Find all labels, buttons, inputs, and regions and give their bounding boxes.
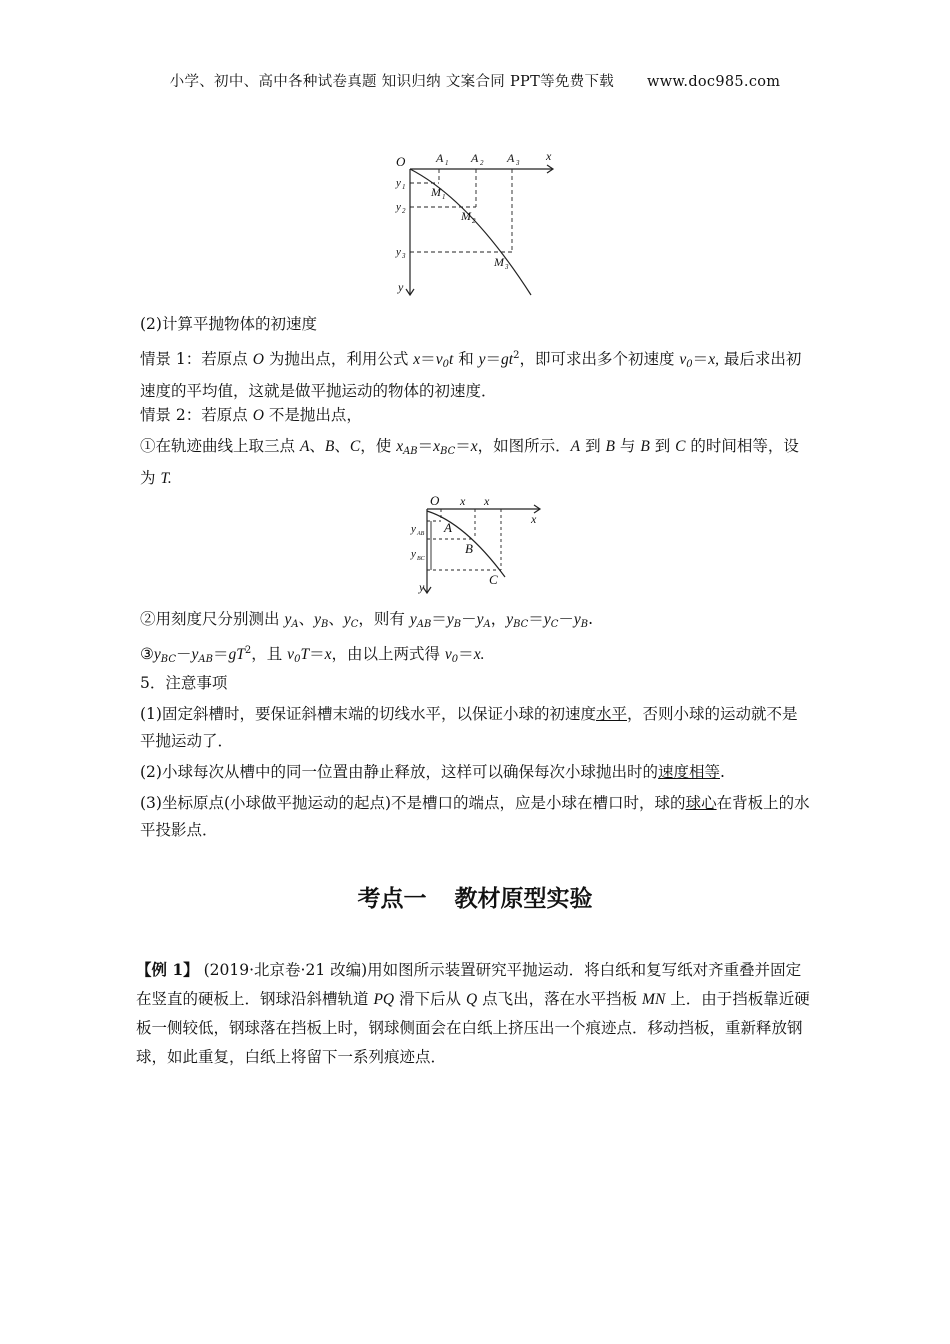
s1-h3: ＝ <box>692 350 709 369</box>
s1-g1: y <box>478 351 486 369</box>
fig1-a3-label: A <box>507 151 515 165</box>
fig1-a1-sub: 1 <box>445 159 449 167</box>
c1-a: ①在轨迹曲线上取三点 <box>140 437 300 455</box>
figure-trajectory-1 <box>390 145 570 300</box>
c2-s1: 、 <box>298 610 315 628</box>
c2-b: ，则有 <box>358 610 410 628</box>
s1-origin: O <box>252 351 264 369</box>
c2-c: ， <box>490 610 507 628</box>
s2-text-a: 情景 2：若原点 <box>140 406 253 424</box>
c1-s2: 、 <box>334 437 350 455</box>
fig1-y1-label: y <box>396 177 401 189</box>
c3-0: 0 <box>294 654 301 666</box>
fig1-a2-label: A <box>471 151 479 165</box>
header-site: www.doc985.com <box>647 74 781 90</box>
fig1-m2-label: M <box>461 209 471 223</box>
s1-g3: gt <box>501 351 514 369</box>
c3-m: － <box>175 645 192 664</box>
fig2-ybc-label: y <box>411 548 416 560</box>
paragraph-scenario-1 <box>140 342 812 405</box>
fig2-x1-label: x <box>460 494 466 508</box>
ex-b: 滑下后从 <box>394 990 466 1008</box>
c3-AB: AB <box>198 654 213 666</box>
c1-s1: 、 <box>309 437 325 455</box>
section-title-b: 教材原型实验 <box>454 886 593 912</box>
fig1-a2-sub: 2 <box>480 159 484 167</box>
c2-eq1: ＝ <box>431 610 447 628</box>
calc-title-text: (2)计算平抛物体的初速度 <box>140 315 317 333</box>
c2-B3: B <box>580 619 589 630</box>
page-header <box>0 70 950 91</box>
c1-x3: x <box>470 438 478 455</box>
n2-a: (2)小球每次从槽中的同一位置由静止释放，这样可以确保每次小球抛出时的 <box>140 763 658 781</box>
c2-m1: － <box>461 610 477 628</box>
fig2-y-axis-label: y <box>419 580 425 594</box>
s2-origin: O <box>252 407 264 424</box>
c2-d: . <box>588 610 594 628</box>
paragraph-notes-title <box>140 670 812 697</box>
c2-C2: C <box>550 619 559 630</box>
c1-g: 的时间相等，设为 <box>140 437 799 487</box>
s1-f2: ＝ <box>420 350 436 369</box>
c3-02: 0 <box>451 654 459 666</box>
n1-underlined: 水平 <box>595 705 627 723</box>
c1-B3: B <box>640 438 650 455</box>
fig2-x-axis-label: x <box>531 512 537 526</box>
c2-s2: 、 <box>328 610 344 628</box>
ex-a: (2019·北京卷·21 改编)用如图所示装置研究平抛运动．将白纸和复写纸对齐重叠并固定在竖直的硬板上．钢球沿斜槽轨道 <box>136 961 802 1008</box>
ex-Q: Q <box>465 991 478 1008</box>
c1-B: B <box>324 438 335 455</box>
n2-b: . <box>719 763 725 781</box>
paragraph-step-1 <box>140 433 812 492</box>
example-label: 【例 1】 <box>136 960 199 979</box>
fig1-x-axis-label: x <box>546 149 552 163</box>
fig2-origin-label: O <box>430 493 440 508</box>
c2-B2: B <box>453 619 462 630</box>
fig2-b-label: B <box>465 541 473 556</box>
c1-C2: C <box>675 438 686 455</box>
paragraph-example-1 <box>136 955 812 1072</box>
c2-A: A <box>291 619 299 630</box>
fig1-m3-label: M <box>494 255 504 269</box>
c2-y9: y <box>573 611 581 628</box>
fig1-y2-label: y <box>396 201 401 213</box>
c1-eq2: ＝ <box>455 437 471 455</box>
fig1-y3-sub: 3 <box>402 252 406 260</box>
s1-h2: 0 <box>686 359 693 371</box>
c3-c: ，由以上两式得 <box>331 645 445 664</box>
n2-underlined: 速度相等 <box>657 763 720 781</box>
paragraph-note-2 <box>140 759 812 786</box>
ex-c: 点飞出，落在水平挡板 <box>477 990 643 1008</box>
c1-C: C <box>349 438 361 455</box>
c3-y1: y <box>153 646 161 664</box>
s1-text-d: ，即可求出多个初速度 <box>519 350 680 369</box>
c3-v: v <box>287 646 295 664</box>
fig2-yab-label: y <box>411 523 416 535</box>
c1-eq1: ＝ <box>417 437 434 455</box>
c1-e: 与 <box>614 437 641 455</box>
c3-T: T <box>300 646 310 664</box>
c1-x2: x <box>433 438 441 455</box>
fig2-ybc-sub: BC <box>417 556 425 562</box>
c1-b: ，使 <box>360 437 397 455</box>
s1-g4: 2 <box>513 350 520 361</box>
paragraph-note-1 <box>140 701 812 755</box>
section-title-a: 考点一 <box>357 886 427 912</box>
fig1-y2-sub: 2 <box>402 207 406 215</box>
c2-A2: A <box>483 619 491 630</box>
s2-text-b: 不是抛出点， <box>263 406 362 424</box>
c1-T: T. <box>160 470 172 487</box>
c2-y7: y <box>506 611 514 628</box>
c2-BC: BC <box>513 619 529 630</box>
fig1-y1-sub: 1 <box>402 183 406 191</box>
fig1-a3-sub: 3 <box>516 159 520 167</box>
fig2-a-label: A <box>444 520 452 535</box>
fig1-origin-label: O <box>396 154 406 169</box>
c1-ab: AB <box>403 446 418 457</box>
c1-c: ，如图所示． <box>477 437 571 455</box>
fig1-a1-label: A <box>436 151 444 165</box>
c3-a: ③ <box>140 645 154 664</box>
c3-2: 2 <box>244 645 252 656</box>
c3-BC: BC <box>160 654 176 666</box>
ex-PQ: PQ <box>373 991 395 1008</box>
c3-g: gT <box>228 646 245 664</box>
paragraph-note-3 <box>140 790 812 844</box>
fig1-y-axis-label: y <box>398 280 404 294</box>
s1-f1: x <box>413 351 421 369</box>
paragraph-calc-title <box>140 311 812 338</box>
c1-A: A <box>299 438 310 455</box>
c1-f: 到 <box>649 437 676 455</box>
c3-x: x <box>324 646 332 664</box>
header-text: 小学、初中、高中各种试卷真题 知识归纳 文案合同 PPT等免费下载 <box>169 74 615 90</box>
fig2-c-label: C <box>489 572 498 587</box>
c2-y2: y <box>314 611 321 628</box>
c3-b: ，且 <box>251 645 288 664</box>
s1-text-b: 为抛出点，利用公式 <box>263 350 414 369</box>
c3-x2: x. <box>473 646 485 664</box>
c1-B2: B <box>605 438 615 455</box>
c2-eq2: ＝ <box>528 610 544 628</box>
s1-f4: 0 <box>442 359 449 371</box>
fig2-yab-sub: AB <box>417 531 425 537</box>
s1-text-c: 和 <box>453 350 479 369</box>
fig1-m1-sub: 1 <box>442 193 446 201</box>
c2-m2: － <box>558 610 574 628</box>
c3-eq: ＝ <box>212 645 229 664</box>
c3-eq2: ＝ <box>309 645 325 664</box>
c2-y1: y <box>284 611 292 628</box>
n3-b: 在背板上的水平投影点． <box>140 794 810 839</box>
s1-g2: ＝ <box>485 350 502 369</box>
ex-d: 上．由于挡板靠近硬板一侧较低，钢球落在挡板上时，钢球侧面会在白纸上挤压出一个痕迹点．移动挡板，重新释放钢球，如此重复，白纸上将留下一系列痕迹点． <box>136 990 810 1066</box>
paragraph-step-2 <box>140 606 812 638</box>
notes-title-text: 5．注意事项 <box>140 674 228 692</box>
c2-a: ②用刻度尺分别测出 <box>140 610 285 628</box>
fig1-m3-sub: 3 <box>505 263 509 271</box>
fig1-y3-label: y <box>396 246 401 258</box>
ex-MN: MN <box>642 991 666 1008</box>
fig1-m2-sub: 2 <box>472 217 476 225</box>
c2-y6: y <box>476 611 484 628</box>
c3-v2: v <box>444 646 452 664</box>
n1-a: (1)固定斜槽时，要保证斜槽末端的切线水平，以保证小球的初速度 <box>140 705 596 723</box>
section-title <box>0 880 950 913</box>
c1-A2: A <box>570 438 581 455</box>
c2-AB: AB <box>416 619 432 630</box>
paragraph-scenario-2 <box>140 402 812 429</box>
c2-B: B <box>320 619 329 630</box>
c1-x1: x <box>396 438 404 455</box>
c2-y5: y <box>446 611 454 628</box>
s1-f5: t <box>448 351 454 369</box>
s1-h1: v <box>679 351 687 369</box>
s1-text-e: 最后求出初速度的平均值，这就是做平抛运动的物体的初速度． <box>140 350 802 401</box>
n3-a: (3)坐标原点(小球做平抛运动的起点)不是槽口的端点，应是小球在槽口时，球的 <box>140 794 686 812</box>
figure-trajectory-2 <box>405 493 545 598</box>
c2-C: C <box>350 619 359 630</box>
fig2-x2-label: x <box>484 494 490 508</box>
s1-f3: v <box>435 351 443 369</box>
c3-eq3: ＝ <box>458 645 474 664</box>
c1-bc: BC <box>440 446 456 457</box>
paragraph-step-3 <box>140 637 812 673</box>
c1-d: 到 <box>580 437 606 455</box>
c2-y4: y <box>409 611 417 628</box>
s1-text-a: 情景 1：若原点 <box>140 350 253 369</box>
s1-h4: x, <box>708 351 719 369</box>
n1-b: ，否则小球的运动就不是平抛运动了． <box>140 705 798 750</box>
n3-underlined: 球心 <box>685 794 717 812</box>
c3-y2: y <box>191 646 199 664</box>
c2-y8: y <box>543 611 551 628</box>
fig1-m1-label: M <box>431 185 441 199</box>
c2-y3: y <box>343 611 351 628</box>
